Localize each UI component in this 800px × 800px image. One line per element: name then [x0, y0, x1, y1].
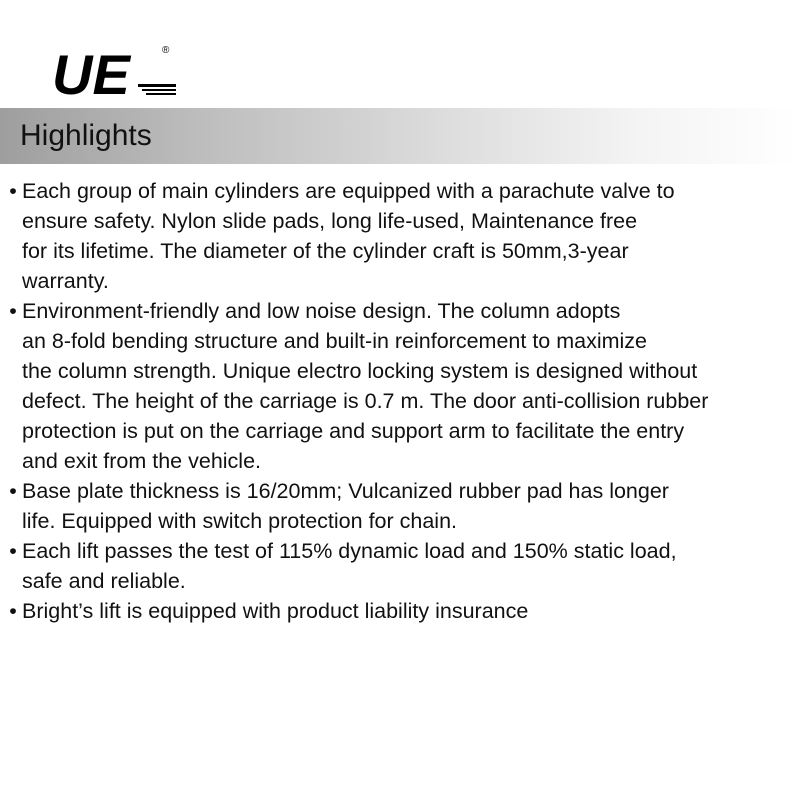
text-line: warranty.	[22, 269, 109, 293]
list-item	[4, 596, 800, 626]
brand-logo	[52, 42, 182, 102]
highlights-list	[4, 176, 800, 626]
text-line: ensure safety. Nylon slide pads, long life-used, Maintenance free	[22, 209, 638, 233]
text-line: the column strength. Unique electro locking system is designed without	[22, 359, 698, 383]
text-line: protection is put on the carriage and support arm to facilitate the entry	[22, 419, 685, 443]
list-item-text	[22, 296, 800, 476]
registered-mark: ®	[162, 45, 170, 56]
text-line: safe and reliable.	[22, 569, 186, 593]
ue-logo-icon	[52, 42, 182, 102]
list-item	[4, 176, 800, 296]
text-line: Base plate thickness is 16/20mm; Vulcanized rubber pad has longer	[22, 479, 669, 503]
bullet-icon: •	[9, 539, 17, 563]
list-item-text	[22, 476, 800, 536]
bullet-icon: •	[9, 179, 17, 203]
list-item	[4, 296, 800, 476]
bullet-icon: •	[9, 299, 17, 323]
list-item-text	[22, 176, 800, 296]
text-line: Each lift passes the test of 115% dynamic load and 150% static load,	[22, 539, 677, 563]
text-line: defect. The height of the carriage is 0.7 m. The door anti-collision rubber	[22, 389, 709, 413]
text-line: Each group of main cylinders are equipped with a parachute valve to	[22, 179, 675, 203]
logo-stripe	[138, 84, 176, 87]
bullet-icon: •	[9, 479, 17, 503]
text-line: an 8-fold bending structure and built-in reinforcement to maximize	[22, 329, 648, 353]
highlights-banner	[0, 108, 800, 164]
list-item-text	[22, 596, 800, 626]
list-item	[4, 476, 800, 536]
logo-stripe	[142, 89, 176, 91]
list-item	[4, 536, 800, 596]
logo-text: UE	[52, 43, 130, 102]
logo-stripe	[146, 93, 176, 95]
text-line: Environment-friendly and low noise design. The column adopts	[22, 299, 621, 323]
text-line: life. Equipped with switch protection for chain.	[22, 509, 458, 533]
text-line: for its lifetime. The diameter of the cylinder craft is 50mm,3-year	[22, 239, 629, 263]
list-item-text	[22, 536, 800, 596]
text-line: and exit from the vehicle.	[22, 449, 262, 473]
text-line: Bright’s lift is equipped with product liability insurance	[22, 599, 529, 623]
bullet-icon: •	[9, 599, 17, 623]
section-title: Highlights	[20, 119, 152, 152]
